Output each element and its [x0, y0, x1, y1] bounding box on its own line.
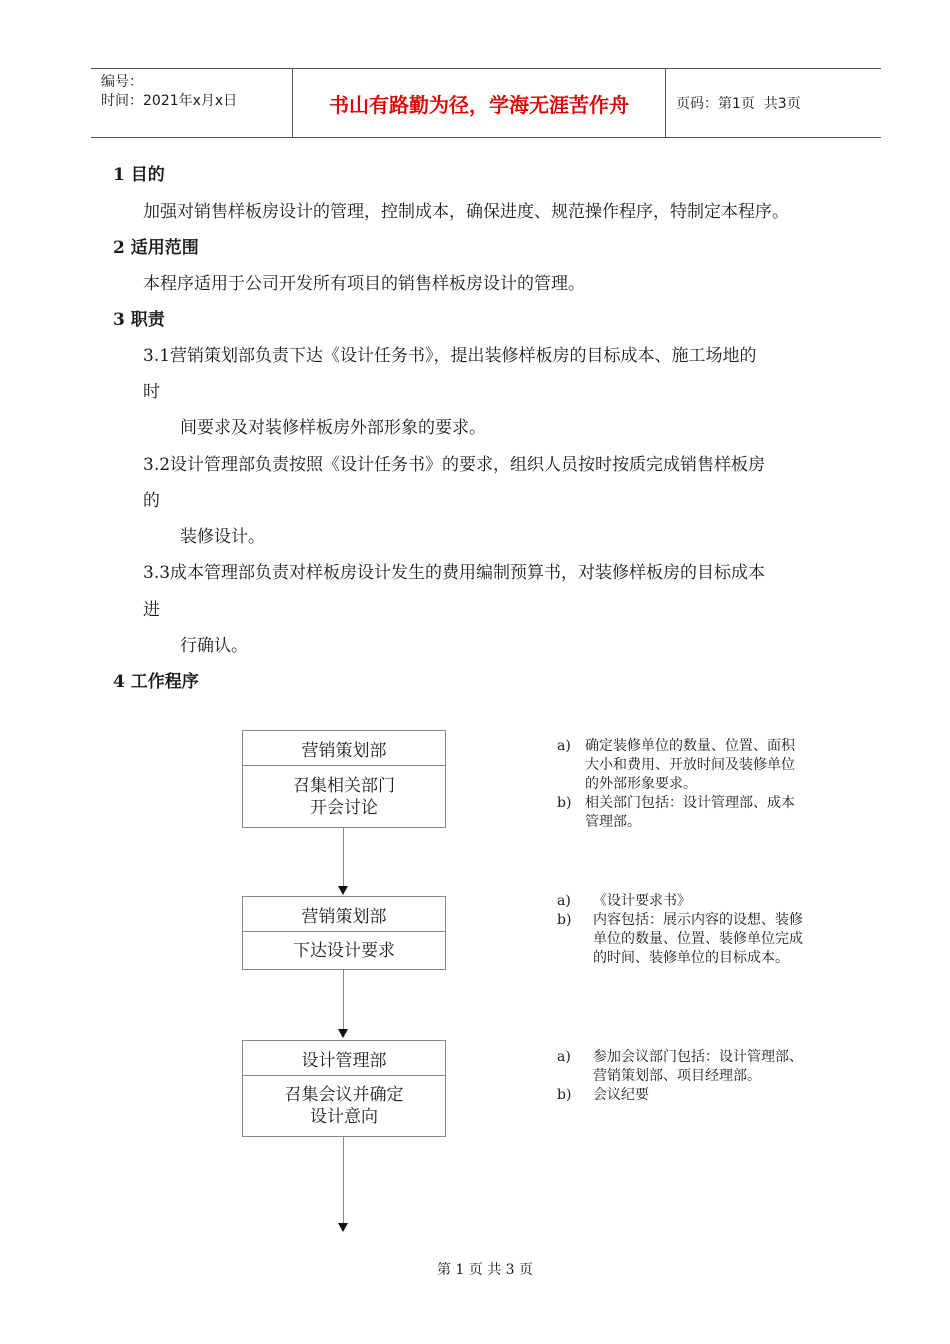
flow-box-1: [242, 730, 446, 828]
duty-3-1-line2: 时: [143, 382, 160, 402]
flow-box-3-action-line2: 设计意向: [310, 1107, 378, 1127]
number-label: 编号：: [101, 74, 143, 90]
note-1-a-line1: 确定装修单位的数量、位置、面积: [585, 738, 795, 754]
note-2-item-a: [557, 892, 803, 911]
time-label: 时间：2021年x月x日: [101, 93, 238, 109]
flow-connector-3: [343, 1136, 344, 1224]
flow-box-1-dept: 营销策划部: [243, 731, 445, 766]
note-1-a-line3: 的外部形象要求。: [585, 776, 697, 792]
note-2-b-line1: 内容包括：展示内容的设想、装修: [593, 912, 803, 928]
document-header: [91, 68, 881, 138]
note-2-a-label: a): [557, 893, 571, 909]
flow-box-2: [242, 896, 446, 970]
header-page-cell: [666, 69, 881, 137]
flow-box-3-action-line1: 召集会议并确定: [284, 1085, 404, 1105]
section-1-body: 加强对销售样板房设计的管理，控制成本，确保进度、规范操作程序，特制定本程序。: [143, 202, 789, 222]
note-3-a-label: a): [557, 1049, 571, 1065]
section-2-body: 本程序适用于公司开发所有项目的销售样板房设计的管理。: [143, 274, 585, 294]
note-1-item-b: [557, 794, 795, 832]
section-2-title: 2 适用范围: [113, 238, 199, 258]
duty-3-2-line1: 3.2设计管理部负责按照《设计任务书》的要求，组织人员按时按质完成销售样板房: [143, 455, 766, 475]
duty-3-3-line3: 行确认。: [180, 636, 248, 656]
flow-note-3: [557, 1048, 803, 1105]
flow-box-1-action-line2: 开会讨论: [310, 797, 378, 818]
note-3-b-line1: 会议纪要: [593, 1087, 649, 1103]
note-3-item-a: [557, 1048, 803, 1086]
page-footer: 第 1 页 共 3 页: [436, 1262, 534, 1278]
note-2-b-line2: 单位的数量、位置、装修单位完成: [593, 931, 803, 947]
flow-box-2-dept: 营销策划部: [243, 897, 445, 932]
section-1-title: 1 目的: [113, 165, 165, 185]
flow-connector-1: [343, 827, 344, 887]
note-3-a-line2: 营销策划部、项目经理部。: [593, 1068, 761, 1084]
note-1-a-line2: 大小和费用、开放时间及装修单位: [585, 757, 795, 773]
flow-note-1: [557, 737, 795, 832]
note-2-b-label: b): [557, 912, 572, 928]
flow-box-3: [242, 1040, 446, 1137]
duty-3-1-line3: 间要求及对装修样板房外部形象的要求。: [180, 418, 486, 438]
header-motto: 书山有路勤为径，学海无涯苦作舟: [293, 69, 666, 137]
note-1-a-label: a): [557, 738, 571, 754]
section-4-title: 4 工作程序: [113, 672, 199, 692]
duty-3-3-line1: 3.3成本管理部负责对样板房设计发生的费用编制预算书，对装修样板房的目标成本: [143, 563, 766, 583]
duty-3-1-line1: 3.1营销策划部负责下达《设计任务书》，提出装修样板房的目标成本、施工场地的: [143, 346, 757, 366]
flow-box-1-action: [243, 766, 445, 827]
note-3-item-b: [557, 1086, 803, 1105]
flow-box-3-action: [243, 1076, 445, 1136]
flow-box-2-action: [243, 932, 445, 969]
duty-3-3-line2: 进: [143, 600, 160, 620]
note-1-b-label: b): [557, 795, 572, 811]
section-3-title: 3 职责: [113, 310, 165, 330]
note-3-a-line1: 参加会议部门包括：设计管理部、: [593, 1049, 803, 1065]
flow-arrow-1-icon: [338, 886, 348, 895]
note-2-a-line1: 《设计要求书》: [593, 893, 691, 909]
flow-connector-2: [343, 969, 344, 1030]
flow-note-2: [557, 892, 803, 968]
note-2-b-line3: 的时间、装修单位的目标成本。: [593, 950, 789, 966]
page-label: 页码：第1页 共3页: [676, 96, 801, 112]
note-2-item-b: [557, 911, 803, 968]
duty-3-2-line2: 的: [143, 491, 160, 511]
flow-arrow-3-icon: [338, 1223, 348, 1232]
duty-3-2-line3: 装修设计。: [180, 527, 265, 547]
flow-box-1-action-line1: 召集相关部门: [293, 775, 395, 796]
note-3-b-label: b): [557, 1087, 572, 1103]
flow-arrow-2-icon: [338, 1029, 348, 1038]
note-1-b-line1: 相关部门包括：设计管理部、成本: [585, 795, 795, 811]
header-meta-cell: [91, 69, 293, 137]
note-1-b-line2: 管理部。: [585, 814, 641, 830]
flow-box-2-action-line1: 下达设计要求: [293, 940, 395, 961]
note-1-item-a: [557, 737, 795, 794]
flow-box-3-dept: 设计管理部: [243, 1041, 445, 1076]
